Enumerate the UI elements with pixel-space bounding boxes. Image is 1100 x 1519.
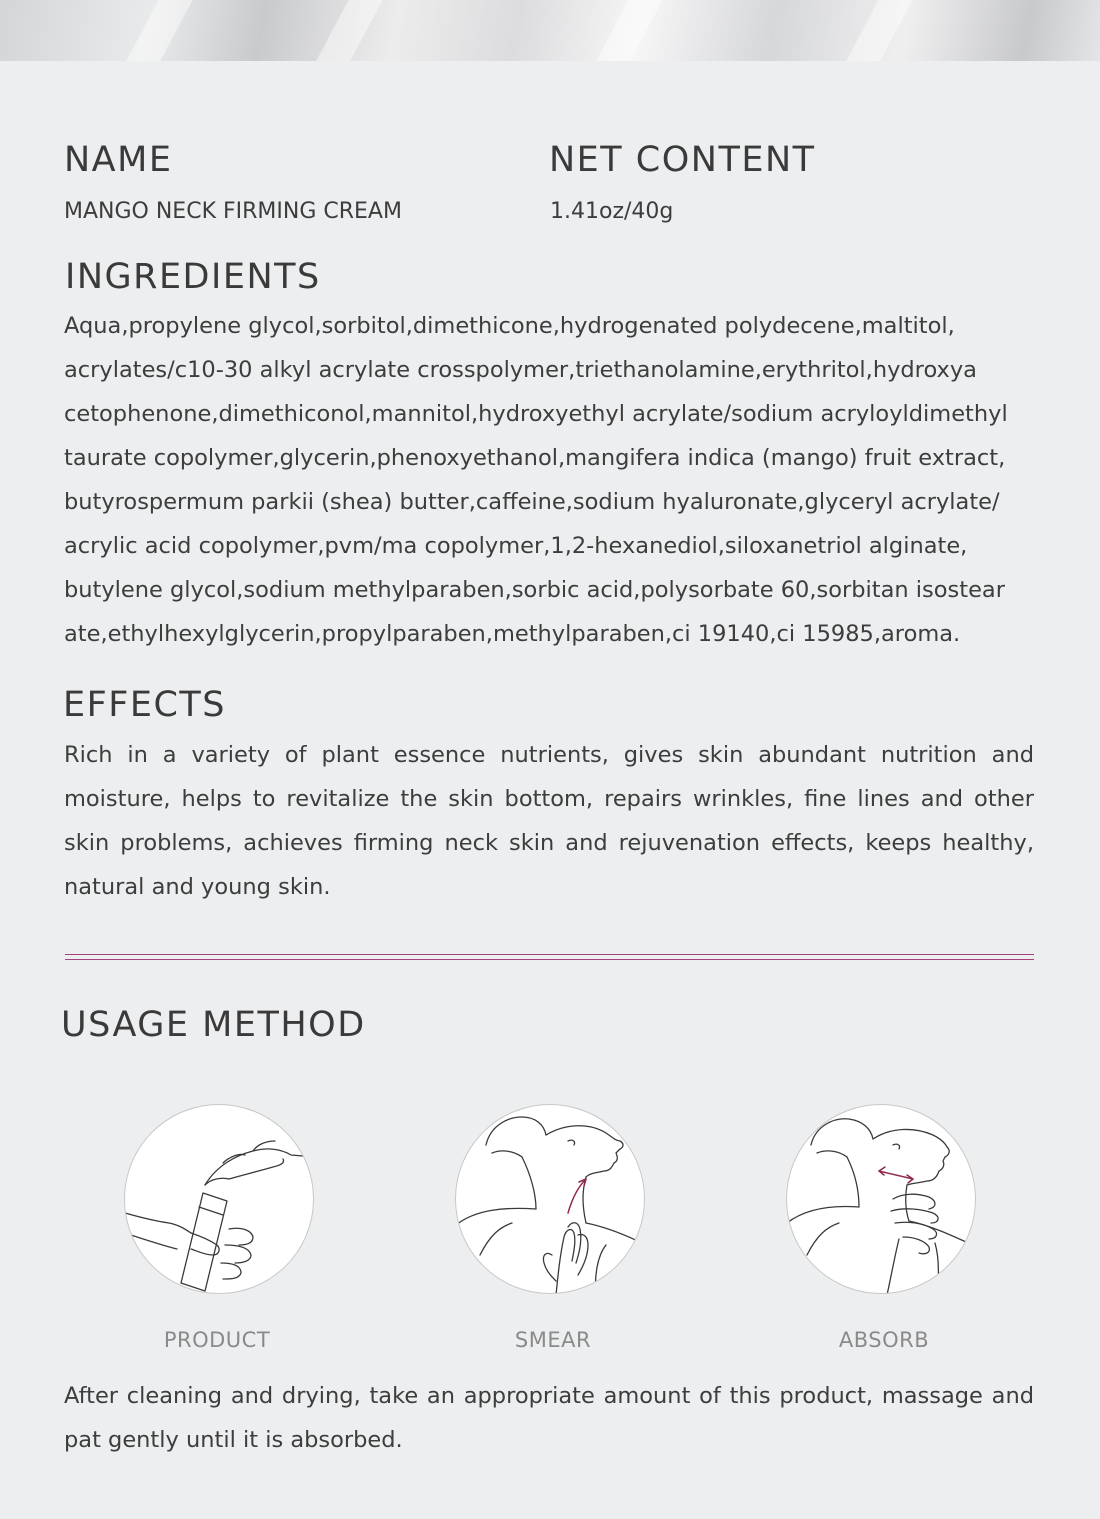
ingredients-text — [64, 304, 1008, 656]
name-heading: NAME — [64, 140, 173, 180]
section-divider — [65, 954, 1034, 960]
ingredients-line: ate,ethylhexylglycerin,propylparaben,methylparaben,ci 19140,ci 15985,aroma. — [64, 621, 961, 647]
neck-smear-icon — [455, 1104, 645, 1294]
effects-line: natural and young skin. — [64, 874, 331, 900]
top-banner-image — [0, 0, 1100, 61]
usage-heading: USAGE METHOD — [61, 1005, 366, 1045]
effects-line: Rich in a variety of plant essence nutrients, gives skin abundant nutrition and — [64, 742, 1034, 768]
ingredients-line: cetophenone,dimethiconol,mannitol,hydroxyethyl acrylate/sodium acryloyldimethyl — [64, 401, 1008, 427]
ingredients-line: butylene glycol,sodium methylparaben,sorbic acid,polysorbate 60,sorbitan isostear — [64, 577, 1005, 603]
neck-absorb-icon — [786, 1104, 976, 1294]
net-content-heading: NET CONTENT — [549, 140, 816, 180]
usage-line: After cleaning and drying, take an appropriate amount of this product, massage and — [64, 1383, 1034, 1409]
net-content-value: 1.41oz/40g — [550, 199, 674, 224]
ingredients-heading: INGREDIENTS — [65, 257, 321, 297]
ingredients-line: butyrospermum parkii (shea) butter,caffeine,sodium hyaluronate,glyceryl acrylate/ — [64, 489, 1000, 515]
step-label-absorb: ABSORB — [838, 1328, 930, 1352]
usage-line: pat gently until it is absorbed. — [64, 1427, 403, 1453]
name-value: MANGO NECK FIRMING CREAM — [64, 199, 402, 224]
ingredients-line: acrylates/c10-30 alkyl acrylate crosspolymer,triethanolamine,erythritol,hydroxya — [64, 357, 977, 383]
step-label-product: PRODUCT — [163, 1328, 271, 1352]
effects-text — [64, 733, 1034, 909]
hand-holding-tube-icon — [124, 1104, 314, 1294]
ingredients-line: Aqua,propylene glycol,sorbitol,dimethicone,hydrogenated polydecene,maltitol, — [64, 313, 955, 339]
effects-line: skin problems, achieves firming neck skin and rejuvenation effects, keeps healthy, — [64, 830, 1034, 856]
usage-text — [64, 1374, 1034, 1462]
step-label-smear: SMEAR — [514, 1328, 592, 1352]
ingredients-line: taurate copolymer,glycerin,phenoxyethanol,mangifera indica (mango) fruit extract, — [64, 445, 1006, 471]
effects-heading: EFFECTS — [63, 685, 227, 725]
ingredients-line: acrylic acid copolymer,pvm/ma copolymer,1,2-hexanediol,siloxanetriol alginate, — [64, 533, 968, 559]
effects-line: moisture, helps to revitalize the skin bottom, repairs wrinkles, fine lines and other — [64, 786, 1034, 812]
